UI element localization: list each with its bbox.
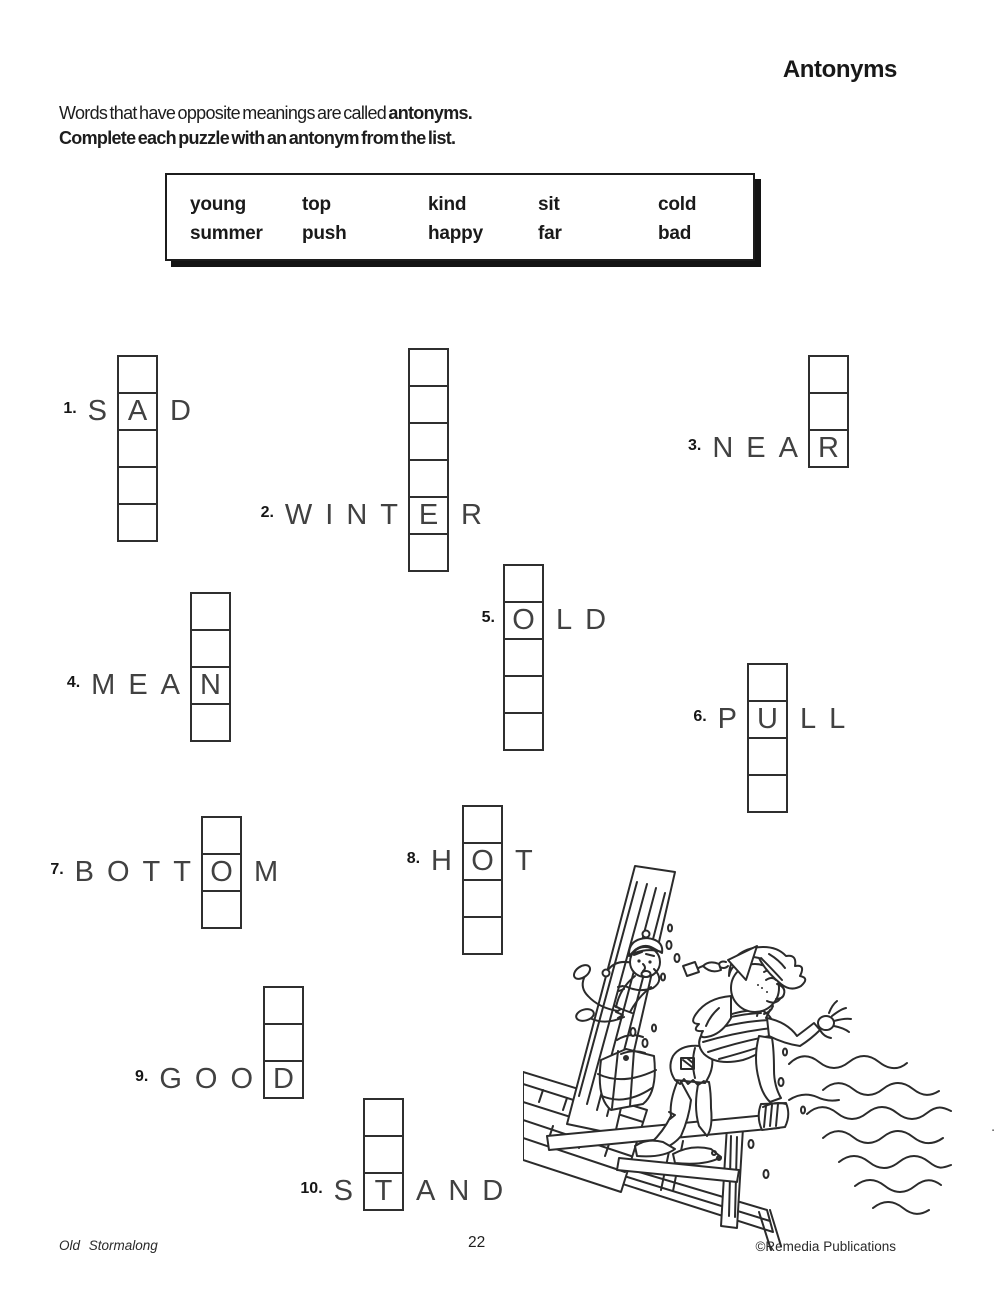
page-title: Antonyms xyxy=(782,56,897,83)
puzzle-3-answer-column[interactable] xyxy=(808,355,849,468)
answer-cell[interactable] xyxy=(410,424,447,461)
answer-cell[interactable] xyxy=(203,818,240,855)
clue-letters-after-box: M xyxy=(254,856,292,888)
clue-letters-after-box: LL xyxy=(800,703,859,735)
word-bank-word: top xyxy=(302,194,331,215)
answer-cell[interactable] xyxy=(505,714,542,749)
clue-letters-before-box: MEA xyxy=(91,669,193,701)
puzzle-number: 9. xyxy=(134,1068,149,1085)
puzzle-2-clue-right xyxy=(461,497,495,534)
puzzle-7-answer-column[interactable] xyxy=(201,816,242,929)
footer-publisher: ©Remedia Publications xyxy=(755,1239,896,1254)
clue-letters-after-box: T xyxy=(515,845,546,877)
answer-cell[interactable] xyxy=(410,387,447,424)
instructions-line-1-bold: antonyms. xyxy=(388,103,473,123)
clue-letters-after-box: D xyxy=(170,395,204,427)
clue-letters-after-box: R xyxy=(461,499,495,531)
word-bank-word: summer xyxy=(190,223,263,244)
answer-cell-given-letter[interactable]: A xyxy=(119,394,156,431)
answer-cell[interactable] xyxy=(749,665,786,702)
answer-cell[interactable] xyxy=(265,988,302,1025)
footer-page-number: 22 xyxy=(468,1234,486,1251)
puzzle-5-answer-column[interactable] xyxy=(503,564,544,751)
answer-cell-given-letter[interactable]: O xyxy=(505,603,542,640)
word-bank-grid xyxy=(167,175,753,248)
word-bank-word: cold xyxy=(658,194,697,215)
answer-cell[interactable] xyxy=(505,677,542,714)
answer-cell[interactable] xyxy=(119,505,156,540)
answer-cell[interactable] xyxy=(810,394,847,431)
clue-letters-before-box: S xyxy=(87,395,120,427)
word-bank-word: far xyxy=(538,223,562,244)
answer-cell[interactable] xyxy=(365,1100,402,1137)
puzzle-5-clue-left xyxy=(482,602,499,639)
puzzle-number: 1. xyxy=(63,400,77,417)
answer-cell[interactable] xyxy=(410,461,447,498)
answer-cell[interactable] xyxy=(749,739,786,776)
puzzle-4-clue-left xyxy=(66,667,193,704)
answer-cell[interactable] xyxy=(410,535,447,570)
instructions xyxy=(59,101,472,150)
stray-mark: . xyxy=(991,1118,996,1135)
answer-cell-given-letter[interactable]: T xyxy=(374,1175,393,1207)
word-bank-word: sit xyxy=(538,194,560,215)
puzzle-number: 4. xyxy=(66,674,81,691)
puzzle-5-clue-right xyxy=(556,602,619,639)
puzzle-9-answer-column[interactable] xyxy=(263,986,304,1099)
answer-cell[interactable] xyxy=(505,640,542,677)
instructions-line-1-regular: Words that have opposite meanings are called xyxy=(59,103,389,123)
answer-cell[interactable] xyxy=(749,776,786,811)
puzzle-number: 5. xyxy=(481,609,495,626)
clue-letters-after-box: LD xyxy=(556,604,620,636)
puzzle-6-clue-left xyxy=(693,701,750,738)
puzzle-10-clue-right xyxy=(416,1173,516,1210)
answer-cell[interactable] xyxy=(265,1025,302,1062)
puzzle-4-answer-column[interactable] xyxy=(190,592,231,742)
word-bank-word: kind xyxy=(428,194,467,215)
clue-letters-before-box: S xyxy=(333,1175,366,1207)
word-bank-word: happy xyxy=(428,223,483,244)
instructions-line-1 xyxy=(59,101,472,126)
word-bank-box xyxy=(165,173,755,261)
clue-letters-before-box: NEA xyxy=(712,432,811,464)
puzzle-10-clue-left xyxy=(300,1173,366,1210)
answer-cell[interactable] xyxy=(464,807,501,844)
puzzle-3-clue-left xyxy=(688,430,811,467)
puzzle-7-clue-right xyxy=(254,854,291,891)
stormalong-ship-scene-illustration xyxy=(523,860,985,1252)
puzzle-8-answer-column[interactable] xyxy=(462,805,503,955)
puzzle-1-clue-left xyxy=(63,393,120,430)
word-bank-word: bad xyxy=(658,223,692,244)
answer-cell[interactable] xyxy=(464,881,501,918)
answer-cell[interactable] xyxy=(505,566,542,603)
puzzle-number: 10. xyxy=(300,1180,323,1197)
answer-cell[interactable] xyxy=(203,892,240,927)
instructions-line-2: Complete each puzzle with an antonym from the list. xyxy=(59,127,456,148)
puzzle-8-clue-right xyxy=(515,843,546,880)
word-bank-word: young xyxy=(190,194,246,215)
puzzle-number: 6. xyxy=(693,708,707,725)
answer-cell-given-letter[interactable]: E xyxy=(410,498,447,535)
puzzle-7-clue-left xyxy=(50,854,204,891)
puzzle-2-answer-column[interactable] xyxy=(408,348,449,572)
answer-cell[interactable] xyxy=(410,350,447,387)
word-bank-word: push xyxy=(302,223,347,244)
puzzle-6-answer-column[interactable] xyxy=(747,663,788,813)
answer-cell-given-letter[interactable]: N xyxy=(192,668,229,705)
answer-cell-given-letter[interactable]: O xyxy=(464,844,501,881)
puzzle-number: 8. xyxy=(406,850,421,867)
answer-cell-given-letter[interactable]: U xyxy=(749,702,786,739)
answer-cell-given-letter[interactable]: O xyxy=(203,855,240,892)
answer-cell[interactable] xyxy=(119,468,156,505)
clue-letters-before-box: WINT xyxy=(284,499,411,531)
puzzle-9-clue-left xyxy=(134,1061,266,1098)
puzzle-6-clue-right xyxy=(800,701,858,738)
answer-cell-given-letter[interactable]: D xyxy=(273,1063,294,1095)
clue-letters-before-box: H xyxy=(431,845,465,877)
clue-letters-before-box: P xyxy=(717,703,750,735)
answer-cell-given-letter[interactable]: R xyxy=(818,432,839,464)
answer-cell[interactable] xyxy=(119,431,156,468)
puzzle-1-answer-column[interactable] xyxy=(117,355,158,542)
answer-cell[interactable] xyxy=(119,357,156,394)
clue-letters-before-box: GOO xyxy=(159,1063,266,1095)
footer-book-title: Old Stormalong xyxy=(59,1238,158,1253)
answer-cell[interactable] xyxy=(464,918,501,953)
puzzle-number: 3. xyxy=(688,437,702,454)
puzzle-number: 2. xyxy=(260,504,274,521)
answer-cell[interactable] xyxy=(365,1137,402,1174)
puzzle-1-clue-right xyxy=(170,393,204,430)
puzzle-2-clue-left xyxy=(260,497,411,534)
answer-cell[interactable] xyxy=(192,705,229,740)
puzzle-number: 7. xyxy=(50,861,64,878)
clue-letters-after-box: AND xyxy=(416,1175,517,1207)
answer-cell[interactable] xyxy=(192,631,229,668)
answer-cell[interactable] xyxy=(810,357,847,394)
puzzle-10-answer-column[interactable] xyxy=(363,1098,404,1211)
clue-letters-before-box: BOTT xyxy=(74,856,204,888)
puzzle-8-clue-left xyxy=(406,843,465,880)
answer-cell[interactable] xyxy=(192,594,229,631)
